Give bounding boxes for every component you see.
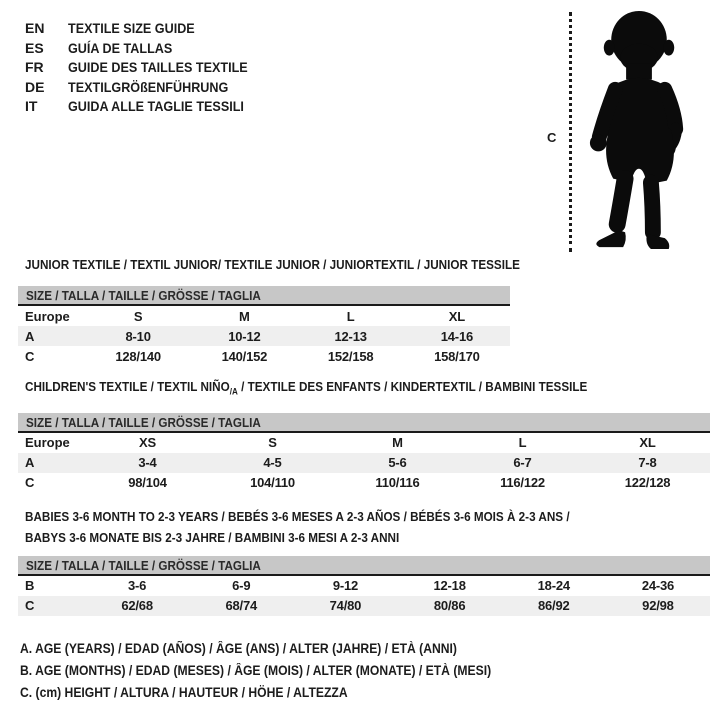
size-tables	[18, 257, 710, 616]
size-header-bar	[18, 556, 710, 576]
cell-value: 10-12	[228, 328, 261, 344]
cell-value: L	[346, 308, 355, 324]
toddler-figure	[545, 8, 715, 258]
cell-value: L	[518, 435, 527, 451]
language-row	[25, 59, 268, 79]
cell-value: XL	[448, 308, 465, 324]
language-code: IT	[25, 98, 38, 114]
cell-value: M	[392, 435, 403, 451]
cell-value: 116/122	[500, 475, 545, 491]
table-row	[18, 326, 510, 346]
cell-value: 3-4	[138, 455, 157, 471]
cell-value: 8-10	[125, 328, 151, 344]
table-title-segment: / TEXTILE DES ENFANTS / KINDERTEXTIL / BAMBINI TESSILE	[237, 379, 588, 394]
cell-value: 122/128	[624, 475, 671, 491]
cell-value: XL	[639, 435, 656, 451]
row-label: A	[25, 455, 35, 471]
size-header-bar	[18, 286, 510, 306]
row-label: A	[25, 328, 35, 344]
table-title-segment: /A	[229, 386, 238, 397]
language-row	[25, 98, 268, 118]
table-title-segment: BABYS 3-6 MONATE BIS 2-3 JAHRE / BAMBINI 3-6 MESI A 2-3 ANNI	[25, 529, 400, 545]
table-title-line	[25, 257, 520, 273]
height-measure-label: C	[547, 130, 557, 145]
legend-line: A. AGE (YEARS) / EDAD (AÑOS) / ÂGE (ANS) / ALTER (JAHRE) / ETÀ (ANNI)	[20, 641, 457, 656]
table-row	[18, 433, 710, 453]
cell-value: 62/68	[121, 598, 153, 614]
size-table	[18, 506, 710, 616]
table-row	[18, 576, 710, 596]
legend-line: B. AGE (MONTHS) / EDAD (MESES) / ÂGE (MOIS) / ALTER (MONATE) / ETÀ (MESI)	[20, 663, 492, 678]
table-row	[18, 306, 510, 326]
language-title: GUIDA ALLE TAGLIE TESSILI	[68, 98, 244, 114]
cell-value: S	[268, 435, 277, 451]
size-header-label: SIZE / TALLA / TAILLE / GRÖSSE / TAGLIA	[26, 557, 261, 573]
cell-value: 5-6	[388, 455, 407, 471]
table-row	[18, 453, 710, 473]
cell-value: 12-13	[334, 328, 367, 344]
table-row	[18, 346, 510, 366]
toddler-silhouette-icon	[579, 8, 699, 256]
language-title: GUÍA DE TALLAS	[68, 39, 173, 56]
cell-value: 18-24	[537, 578, 570, 594]
row-label: C	[25, 348, 35, 364]
size-header-bar	[18, 413, 710, 433]
table-title-segment: CHILDREN'S TEXTILE / TEXTIL NIÑO	[25, 379, 230, 394]
cell-value: 92/98	[642, 598, 674, 614]
cell-value: 128/140	[115, 348, 161, 364]
row-label: C	[25, 598, 35, 614]
cell-value: 74/80	[329, 598, 362, 614]
cell-value: 80/86	[433, 598, 466, 614]
cell-value: 152/158	[327, 348, 374, 364]
cell-value: 24-36	[641, 578, 675, 594]
cell-value: 6-9	[232, 578, 251, 594]
cell-value: 4-5	[263, 455, 282, 471]
table-title-line	[25, 379, 587, 400]
cell-value: 140/152	[221, 348, 268, 364]
height-measure-dotted-line	[569, 12, 572, 252]
language-row	[25, 20, 268, 40]
table-title-line	[25, 527, 399, 548]
language-code: EN	[25, 20, 45, 36]
cell-value: 6-7	[513, 455, 532, 471]
row-label: C	[25, 475, 35, 491]
row-label: B	[25, 578, 35, 594]
cell-value: 98/104	[128, 475, 167, 491]
language-title: TEXTILE SIZE GUIDE	[68, 20, 195, 36]
language-code: DE	[25, 78, 45, 95]
table-title	[25, 257, 520, 273]
table-title	[25, 506, 710, 548]
table-row	[18, 473, 710, 493]
table-title-line	[25, 506, 570, 527]
legend	[20, 638, 720, 704]
table-title-segment: JUNIOR TEXTILE / TEXTIL JUNIOR/ TEXTILE JUNIOR / JUNIORTEXTIL / JUNIOR TESSILE	[25, 257, 520, 272]
row-label: Europe	[25, 435, 70, 451]
cell-value: 110/116	[375, 475, 420, 491]
cell-value: 7-8	[638, 455, 657, 471]
cell-value: 3-6	[127, 578, 147, 594]
cell-value: 9-12	[332, 578, 359, 594]
size-table	[18, 257, 520, 366]
cell-value: 86/92	[538, 598, 570, 614]
table-title	[25, 379, 710, 400]
cell-value: 158/170	[434, 348, 480, 364]
language-row	[25, 79, 268, 99]
language-title: GUIDE DES TAILLES TEXTILE	[68, 59, 248, 75]
cell-value: 68/74	[225, 598, 258, 614]
size-header-label: SIZE / TALLA / TAILLE / GRÖSSE / TAGLIA	[26, 288, 261, 303]
row-label: Europe	[25, 308, 70, 324]
cell-value: 104/110	[250, 475, 295, 491]
cell-value: M	[239, 308, 250, 324]
language-code: FR	[25, 59, 44, 75]
cell-value: 14-16	[440, 328, 473, 344]
language-list	[25, 20, 268, 118]
language-row	[25, 40, 268, 60]
legend-line: C. (cm) HEIGHT / ALTURA / HAUTEUR / HÖHE / ALTEZZA	[20, 685, 348, 700]
table-row	[18, 596, 710, 616]
table-title-segment: BABIES 3-6 MONTH TO 2-3 YEARS / BEBÉS 3-6 MESES A 2-3 AÑOS / BÉBÉS 3-6 MOIS À 2-3 ANS /	[25, 508, 570, 524]
cell-value: S	[133, 308, 143, 324]
size-table	[18, 379, 710, 493]
language-code: ES	[25, 39, 44, 56]
cell-value: XS	[139, 435, 156, 451]
language-title: TEXTILGRÖßENFÜHRUNG	[68, 78, 229, 95]
cell-value: 12-18	[433, 578, 466, 594]
size-header-label: SIZE / TALLA / TAILLE / GRÖSSE / TAGLIA	[26, 414, 261, 430]
